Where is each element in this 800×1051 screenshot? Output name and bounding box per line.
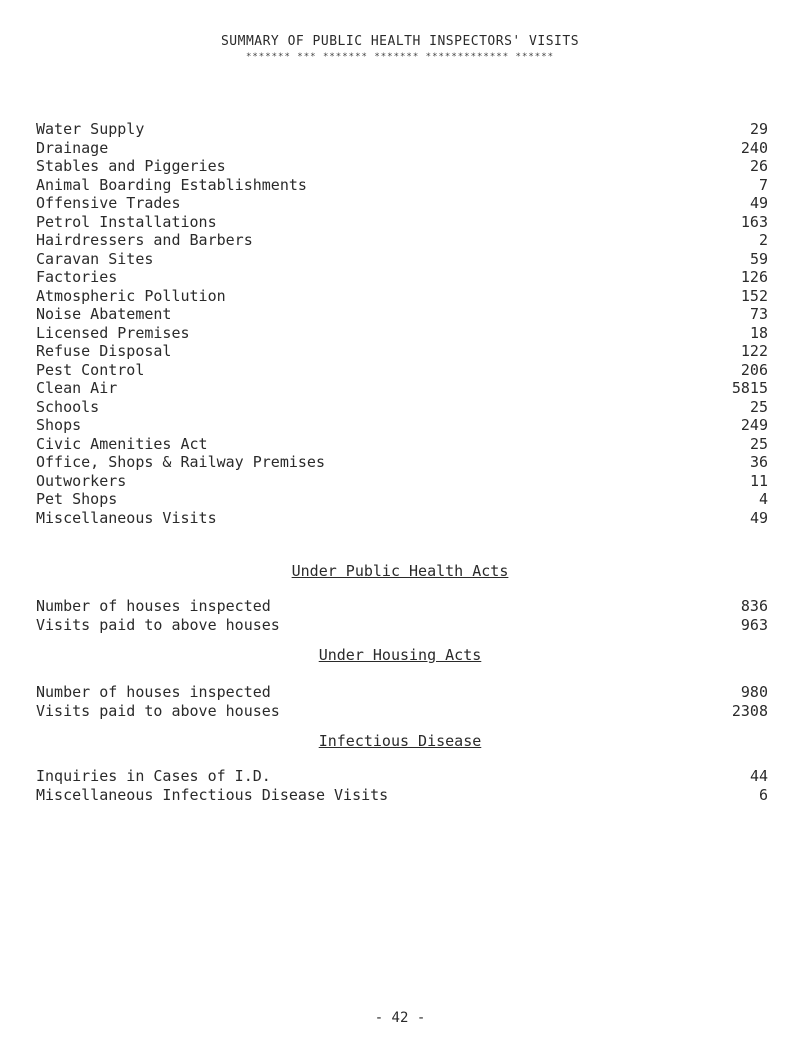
list-item (36, 305, 768, 324)
list-item (36, 509, 768, 528)
list-item (36, 490, 768, 509)
item-value: 2 (758, 231, 768, 249)
list-item (36, 616, 768, 635)
item-label: Refuse Disposal (36, 342, 172, 360)
item-value: 240 (740, 138, 768, 157)
item-label: Visits paid to above houses (36, 615, 280, 634)
list-item (36, 194, 768, 213)
infectious-heading: Infectious Disease (318, 732, 482, 750)
item-value: 249 (740, 416, 768, 434)
item-label: Number of houses inspected (36, 683, 271, 701)
list-item (36, 379, 768, 398)
item-label: Atmospheric Pollution (36, 286, 226, 305)
item-label: Water Supply (36, 120, 145, 138)
list-item (36, 472, 768, 491)
item-label: Civic Amenities Act (36, 434, 208, 453)
item-label: Licensed Premises (36, 323, 190, 342)
item-value: 49 (749, 194, 768, 212)
list-item (36, 702, 768, 721)
item-value: 6 (758, 785, 768, 804)
list-item (36, 416, 768, 435)
item-value: 122 (740, 342, 768, 360)
visits-list (36, 120, 768, 527)
list-item (36, 120, 768, 139)
item-label: Drainage (36, 138, 109, 157)
list-item (36, 213, 768, 232)
item-label: Inquiries in Cases of I.D. (36, 767, 271, 785)
item-value: 11 (749, 471, 768, 490)
housing-list (36, 683, 768, 720)
item-value: 36 (749, 453, 768, 471)
page-title: SUMMARY OF PUBLIC HEALTH INSPECTORS' VISITS (220, 34, 580, 49)
list-item (36, 157, 768, 176)
list-item (36, 683, 768, 702)
title-underline: ******* *** ******* ******* ************* ****** (245, 52, 555, 62)
item-label: Miscellaneous Visits (36, 508, 217, 527)
item-value: 44 (749, 767, 768, 785)
item-label: Pest Control (36, 360, 145, 379)
item-value: 963 (740, 615, 768, 634)
item-label: Noise Abatement (36, 305, 172, 323)
housing-heading: Under Housing Acts (318, 646, 482, 664)
list-item (36, 324, 768, 343)
item-label: Shops (36, 416, 82, 434)
item-value: 73 (749, 305, 768, 323)
list-item (36, 398, 768, 417)
page-number: - 42 - (374, 1010, 426, 1026)
item-value: 26 (749, 157, 768, 175)
item-label: Pet Shops (36, 490, 118, 508)
list-item (36, 597, 768, 616)
item-value: 18 (749, 323, 768, 342)
list-item (36, 453, 768, 472)
item-label: Animal Boarding Establishments (36, 175, 307, 194)
item-label: Stables and Piggeries (36, 157, 226, 175)
item-label: Offensive Trades (36, 194, 181, 212)
item-label: Miscellaneous Infectious Disease Visits (36, 785, 389, 804)
item-label: Visits paid to above houses (36, 701, 280, 720)
item-value: 126 (740, 268, 768, 286)
list-item (36, 268, 768, 287)
item-label: Office, Shops & Railway Premises (36, 453, 325, 471)
list-item (36, 176, 768, 195)
item-value: 152 (740, 286, 768, 305)
list-item (36, 361, 768, 380)
item-value: 5815 (731, 379, 768, 397)
list-item (36, 231, 768, 250)
item-value: 25 (749, 397, 768, 416)
item-label: Schools (36, 397, 100, 416)
list-item (36, 139, 768, 158)
public-health-list (36, 597, 768, 634)
item-value: 2308 (731, 701, 768, 720)
public-health-heading: Under Public Health Acts (291, 562, 509, 580)
item-value: 29 (749, 120, 768, 138)
item-label: Outworkers (36, 471, 127, 490)
item-value: 7 (758, 175, 768, 194)
item-value: 163 (740, 212, 768, 231)
list-item (36, 786, 768, 805)
item-value: 4 (758, 490, 768, 508)
item-value: 59 (749, 249, 768, 268)
item-label: Petrol Installations (36, 212, 217, 231)
list-item (36, 767, 768, 786)
infectious-list (36, 767, 768, 804)
item-label: Hairdressers and Barbers (36, 231, 253, 249)
item-label: Number of houses inspected (36, 597, 271, 615)
list-item (36, 342, 768, 361)
item-label: Factories (36, 268, 118, 286)
item-value: 980 (740, 683, 768, 701)
list-item (36, 435, 768, 454)
list-item (36, 287, 768, 306)
item-value: 25 (749, 434, 768, 453)
item-value: 49 (749, 508, 768, 527)
item-label: Caravan Sites (36, 249, 154, 268)
item-value: 206 (740, 360, 768, 379)
list-item (36, 250, 768, 269)
item-value: 836 (740, 597, 768, 615)
item-label: Clean Air (36, 379, 118, 397)
